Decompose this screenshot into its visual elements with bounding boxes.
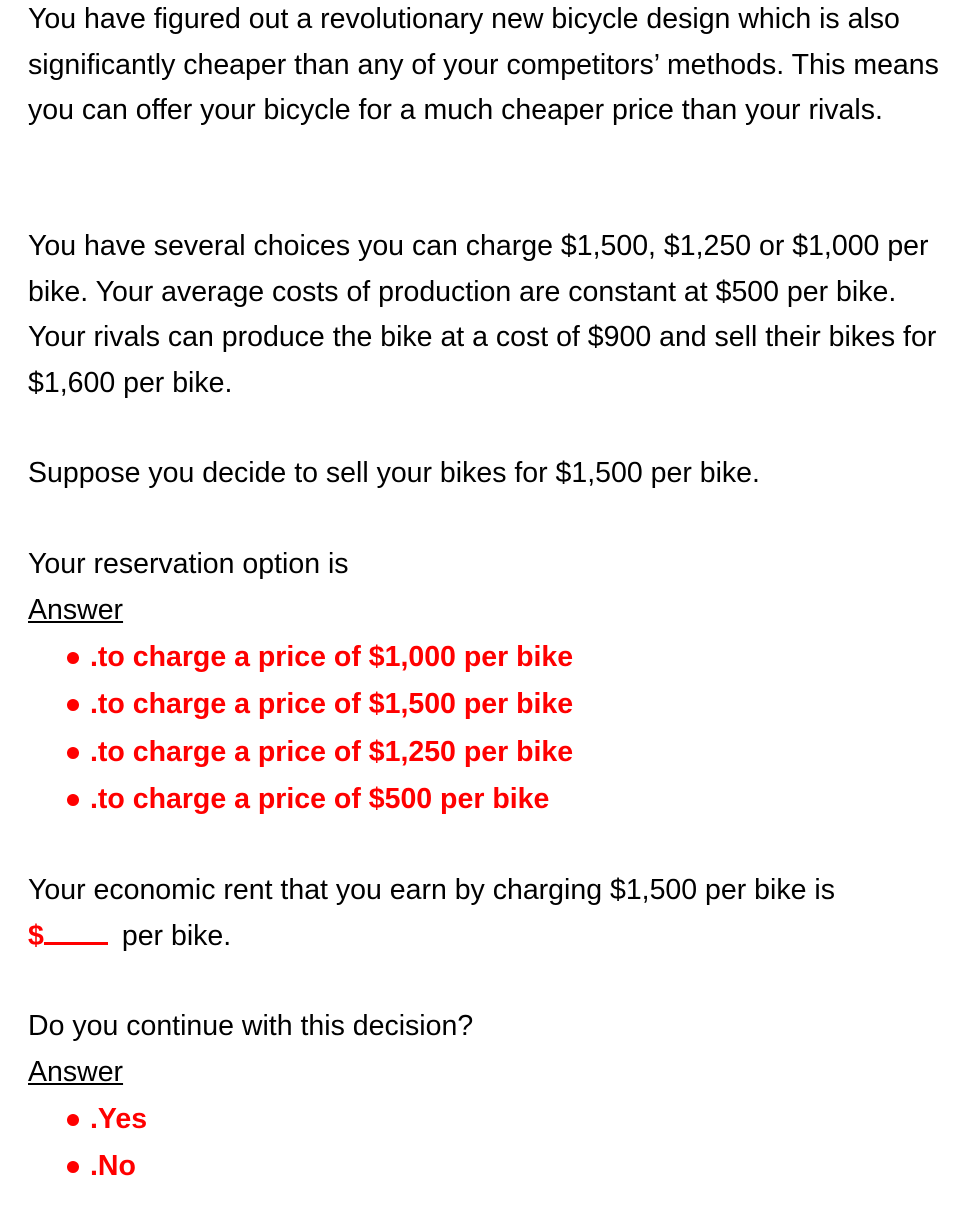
reservation-option[interactable] [28, 729, 573, 776]
intro-paragraph: You have figured out a revolutionary new bicycle design which is also significantly cheaper than any of your competitors’ methods. This means you can offer your bicycle for a much cheaper price than your rivals. [28, 3, 939, 126]
bullet-icon [67, 794, 79, 806]
option-label: .Yes [90, 1103, 148, 1135]
reservation-option[interactable] [28, 776, 573, 823]
bullet-icon [67, 747, 79, 759]
economic-rent-blank[interactable] [44, 916, 108, 945]
question-economic-rent [28, 868, 953, 959]
question-continue-prompt: Do you continue with this decision? [28, 1010, 474, 1042]
economic-rent-blank-row [28, 914, 953, 960]
choices-paragraph: You have several choices you can charge $1,500, $1,250 or $1,000 per bike. Your average costs of production are constant at $500 per bike. Your rivals can produce the bike at a cost of $900 and sell their bikes for $1,600 per bike. [28, 230, 937, 399]
answer-label: Answer [28, 1056, 124, 1088]
option-label: .to charge a price of $1,000 per bike [90, 641, 574, 673]
reservation-options-list [28, 634, 573, 823]
economic-rent-prompt: Your economic rent that you earn by charging $1,500 per bike is [28, 874, 835, 906]
bullet-icon [67, 1161, 79, 1173]
question-reservation-prompt: Your reservation option is [28, 548, 349, 580]
dollar-sign: $ [28, 919, 44, 952]
option-label: .to charge a price of $500 per bike [90, 782, 550, 815]
decision-paragraph: Suppose you decide to sell your bikes for $1,500 per bike. [28, 457, 760, 489]
bullet-icon [67, 1114, 79, 1126]
bullet-icon [67, 652, 79, 664]
per-bike-suffix: per bike. [121, 919, 232, 952]
option-label: .to charge a price of $1,250 per bike [90, 735, 574, 768]
option-label: .to charge a price of $1,500 per bike [90, 688, 574, 721]
reservation-option[interactable] [28, 634, 573, 681]
option-label: .No [90, 1150, 136, 1183]
answer-label: Answer [28, 594, 124, 626]
continue-options-list [28, 1096, 147, 1191]
reservation-option[interactable] [28, 681, 573, 728]
continue-option-yes[interactable] [28, 1096, 147, 1143]
bullet-icon [67, 699, 79, 711]
continue-option-no[interactable] [28, 1143, 147, 1190]
